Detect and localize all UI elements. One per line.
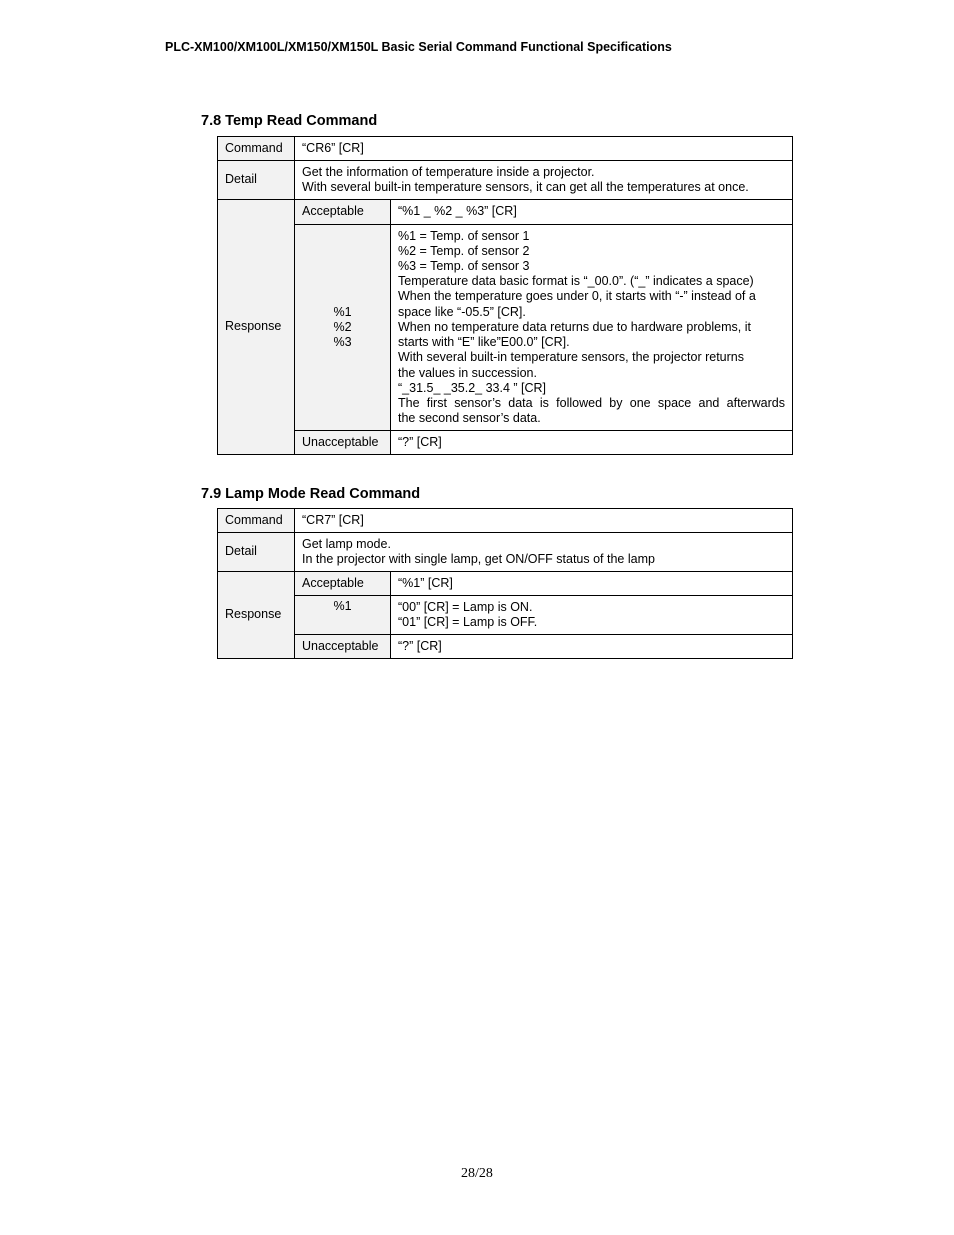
unacceptable-row	[218, 431, 793, 455]
command-label: Command	[218, 509, 295, 533]
parameter-name: %1	[333, 304, 352, 319]
document-header: PLC-XM100/XM100L/XM150/XM150L Basic Serial Command Functional Specifications	[165, 40, 672, 54]
description-line: The first sensor’s data is followed by one space and afterwards	[398, 395, 785, 410]
description-line: When no temperature data returns due to hardware problems, it	[398, 319, 751, 334]
parameter-description	[391, 596, 793, 635]
temp-read-command-table	[217, 136, 793, 455]
description-line: “01” [CR] = Lamp is OFF.	[398, 615, 538, 629]
command-value: “CR6” [CR]	[295, 137, 793, 161]
acceptable-label: Acceptable	[295, 200, 391, 225]
detail-label: Detail	[218, 533, 295, 572]
description-line: %1 = Temp. of sensor 1	[398, 228, 530, 243]
command-value: “CR7” [CR]	[295, 509, 793, 533]
lamp-mode-command-table	[217, 508, 793, 659]
description-line: starts with “E” like”E00.0” [CR].	[398, 335, 570, 350]
response-label: Response	[218, 200, 295, 455]
detail-line: Get lamp mode.	[302, 536, 391, 551]
unacceptable-row	[218, 635, 793, 659]
unacceptable-label: Unacceptable	[295, 431, 391, 455]
parameter-description	[391, 225, 793, 431]
parameter-list	[295, 596, 391, 635]
section-title-lamp-mode-read: 7.9 Lamp Mode Read Command	[201, 486, 421, 502]
detail-label: Detail	[218, 161, 295, 200]
unacceptable-label: Unacceptable	[295, 635, 391, 659]
description-line: space like “-05.5” [CR].	[398, 304, 526, 319]
detail-line: In the projector with single lamp, get ON/OFF status of the lamp	[302, 552, 655, 566]
description-line: Temperature data basic format is “_00.0”. (“_” indicates a space)	[398, 274, 754, 289]
description-line: the second sensor’s data.	[398, 411, 541, 426]
description-line: %3 = Temp. of sensor 3	[398, 259, 530, 274]
response-label: Response	[218, 572, 295, 659]
acceptable-row	[218, 200, 793, 225]
detail-row	[218, 161, 793, 200]
acceptable-value: “%1 _ %2 _ %3” [CR]	[391, 200, 793, 225]
acceptable-row	[218, 572, 793, 596]
description-line: “00” [CR] = Lamp is ON.	[398, 599, 533, 614]
unacceptable-value: “?” [CR]	[391, 635, 793, 659]
unacceptable-value: “?” [CR]	[391, 431, 793, 455]
detail-line: Get the information of temperature inside a projector.	[302, 164, 595, 179]
section-title-temp-read: 7.8 Temp Read Command	[201, 113, 378, 129]
detail-text	[295, 161, 793, 200]
description-line: “_31.5_ _35.2_ 33.4 ” [CR]	[398, 380, 547, 395]
command-label: Command	[218, 137, 295, 161]
description-line: With several built-in temperature sensors, the projector returns	[398, 350, 744, 365]
description-line: %2 = Temp. of sensor 2	[398, 243, 530, 258]
acceptable-label: Acceptable	[295, 572, 391, 596]
parameter-name: %2	[333, 319, 352, 334]
parameter-name: %1	[333, 599, 352, 613]
command-row	[218, 137, 793, 161]
acceptable-value: “%1” [CR]	[391, 572, 793, 596]
parameters-row	[218, 225, 793, 431]
page-number: 28/28	[461, 1166, 493, 1181]
detail-row	[218, 533, 793, 572]
parameter-name: %3	[333, 335, 352, 350]
detail-text	[295, 533, 793, 572]
detail-line: With several built-in temperature sensors, it can get all the temperatures at once.	[302, 180, 749, 194]
parameters-row	[218, 596, 793, 635]
description-line: When the temperature goes under 0, it starts with “-” instead of a	[398, 289, 756, 304]
parameter-list	[295, 225, 391, 431]
description-line: the values in succession.	[398, 365, 537, 380]
command-row	[218, 509, 793, 533]
